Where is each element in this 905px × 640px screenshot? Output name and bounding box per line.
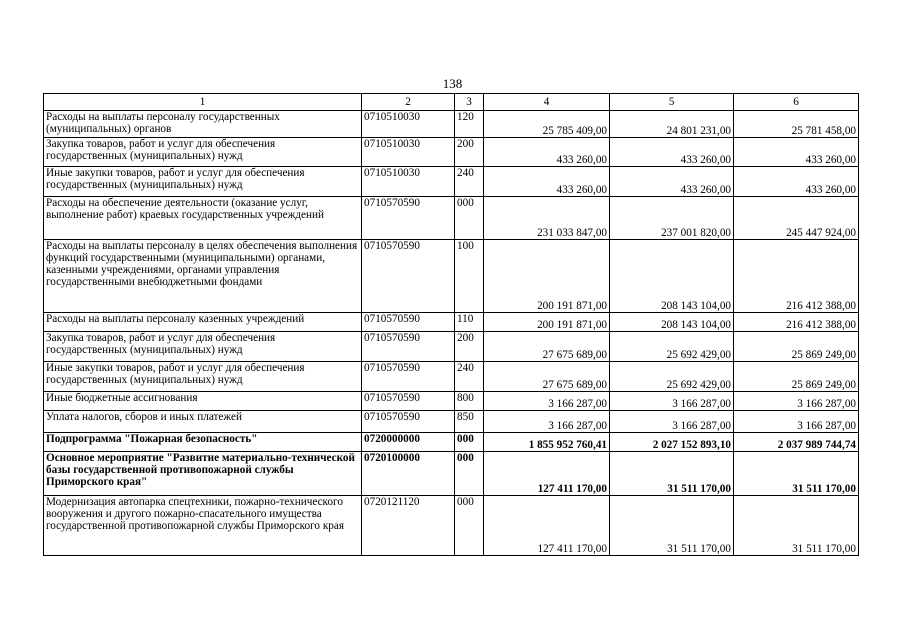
row-value-4: 200 191 871,00 [484,313,610,332]
table-row [44,496,859,556]
row-value-6: 25 869 249,00 [734,332,859,362]
row-code: 0720000000 [362,433,455,452]
row-name: Модернизация автопарка спецтехники, пожарно-технического вооружения и другого пожарно-спасательного имущества государственной противопожарной службы Приморского края [44,496,362,556]
row-value-5: 3 166 287,00 [610,392,734,411]
row-value-6: 3 166 287,00 [734,392,859,411]
row-name: Закупка товаров, работ и услуг для обеспечения государственных (муниципальных) нужд [44,332,362,362]
row-value-6: 25 869 249,00 [734,362,859,392]
table-row [44,313,859,332]
row-value-6: 31 511 170,00 [734,496,859,556]
row-name: Уплата налогов, сборов и иных платежей [44,411,362,433]
table-row [44,240,859,313]
column-header: 4 [484,94,610,111]
row-value-4: 127 411 170,00 [484,496,610,556]
row-name: Закупка товаров, работ и услуг для обеспечения государственных (муниципальных) нужд [44,138,362,167]
table-row [44,138,859,167]
row-value-4: 127 411 170,00 [484,452,610,496]
row-type: 000 [455,433,484,452]
row-value-5: 208 143 104,00 [610,240,734,313]
row-name: Иные закупки товаров, работ и услуг для обеспечения государственных (муниципальных) нужд [44,362,362,392]
budget-table [43,93,859,556]
row-value-6: 245 447 924,00 [734,197,859,240]
row-value-6: 216 412 388,00 [734,313,859,332]
row-type: 850 [455,411,484,433]
table-row [44,111,859,138]
row-type: 200 [455,332,484,362]
row-value-6: 433 260,00 [734,167,859,197]
row-code: 0710570590 [362,392,455,411]
row-name: Основное мероприятие "Развитие материально-технической базы государственной противопожарной службы Приморского края" [44,452,362,496]
row-value-4: 433 260,00 [484,167,610,197]
row-code: 0710570590 [362,240,455,313]
row-value-6: 31 511 170,00 [734,452,859,496]
row-value-5: 31 511 170,00 [610,496,734,556]
row-value-5: 2 027 152 893,10 [610,433,734,452]
row-code: 0710570590 [362,313,455,332]
row-code: 0710510030 [362,167,455,197]
column-header: 5 [610,94,734,111]
row-value-4: 27 675 689,00 [484,332,610,362]
row-value-4: 3 166 287,00 [484,392,610,411]
row-type: 000 [455,452,484,496]
page-number: 138 [442,76,463,91]
row-value-4: 231 033 847,00 [484,197,610,240]
row-name: Иные бюджетные ассигнования [44,392,362,411]
table-row-subprogram [44,433,859,452]
row-type: 200 [455,138,484,167]
row-type: 800 [455,392,484,411]
table-row [44,197,859,240]
column-header: 6 [734,94,859,111]
row-code: 0710570590 [362,362,455,392]
row-value-5: 433 260,00 [610,138,734,167]
row-value-6: 3 166 287,00 [734,411,859,433]
row-type: 120 [455,111,484,138]
row-type: 110 [455,313,484,332]
row-name: Расходы на выплаты персоналу в целях обеспечения выполнения функций государственными (муниципальными) органами, казенными учреждениями, органами управления государственными внебюджетными фондами [44,240,362,313]
row-value-4: 27 675 689,00 [484,362,610,392]
row-code: 0720100000 [362,452,455,496]
table-row-main-activity [44,452,859,496]
row-code: 0710570590 [362,332,455,362]
table-header-row [44,94,859,111]
row-name: Подпрограмма "Пожарная безопасность" [44,433,362,452]
row-name: Расходы на выплаты персоналу казенных учреждений [44,313,362,332]
row-value-4: 433 260,00 [484,138,610,167]
row-type: 100 [455,240,484,313]
table-row [44,411,859,433]
row-name: Иные закупки товаров, работ и услуг для обеспечения государственных (муниципальных) нужд [44,167,362,197]
row-type: 240 [455,167,484,197]
row-name: Расходы на обеспечение деятельности (оказание услуг, выполнение работ) краевых государственных учреждений [44,197,362,240]
row-type: 000 [455,197,484,240]
column-header: 1 [44,94,362,111]
row-value-5: 433 260,00 [610,167,734,197]
row-code: 0710570590 [362,411,455,433]
row-value-6: 25 781 458,00 [734,111,859,138]
row-code: 0710510030 [362,138,455,167]
column-header: 3 [455,94,484,111]
row-type: 240 [455,362,484,392]
row-value-6: 216 412 388,00 [734,240,859,313]
row-value-5: 25 692 429,00 [610,362,734,392]
column-header: 2 [362,94,455,111]
row-code: 0710570590 [362,197,455,240]
row-value-6: 433 260,00 [734,138,859,167]
row-name: Расходы на выплаты персоналу государственных (муниципальных) органов [44,111,362,138]
table-row [44,362,859,392]
row-value-5: 31 511 170,00 [610,452,734,496]
row-code: 0720121120 [362,496,455,556]
row-type: 000 [455,496,484,556]
row-value-5: 3 166 287,00 [610,411,734,433]
table-row [44,392,859,411]
row-value-5: 24 801 231,00 [610,111,734,138]
row-value-5: 25 692 429,00 [610,332,734,362]
row-value-4: 25 785 409,00 [484,111,610,138]
table-row [44,167,859,197]
row-value-4: 3 166 287,00 [484,411,610,433]
row-code: 0710510030 [362,111,455,138]
row-value-4: 200 191 871,00 [484,240,610,313]
row-value-5: 208 143 104,00 [610,313,734,332]
row-value-5: 237 001 820,00 [610,197,734,240]
row-value-6: 2 037 989 744,74 [734,433,859,452]
row-value-4: 1 855 952 760,41 [484,433,610,452]
table-row [44,332,859,362]
